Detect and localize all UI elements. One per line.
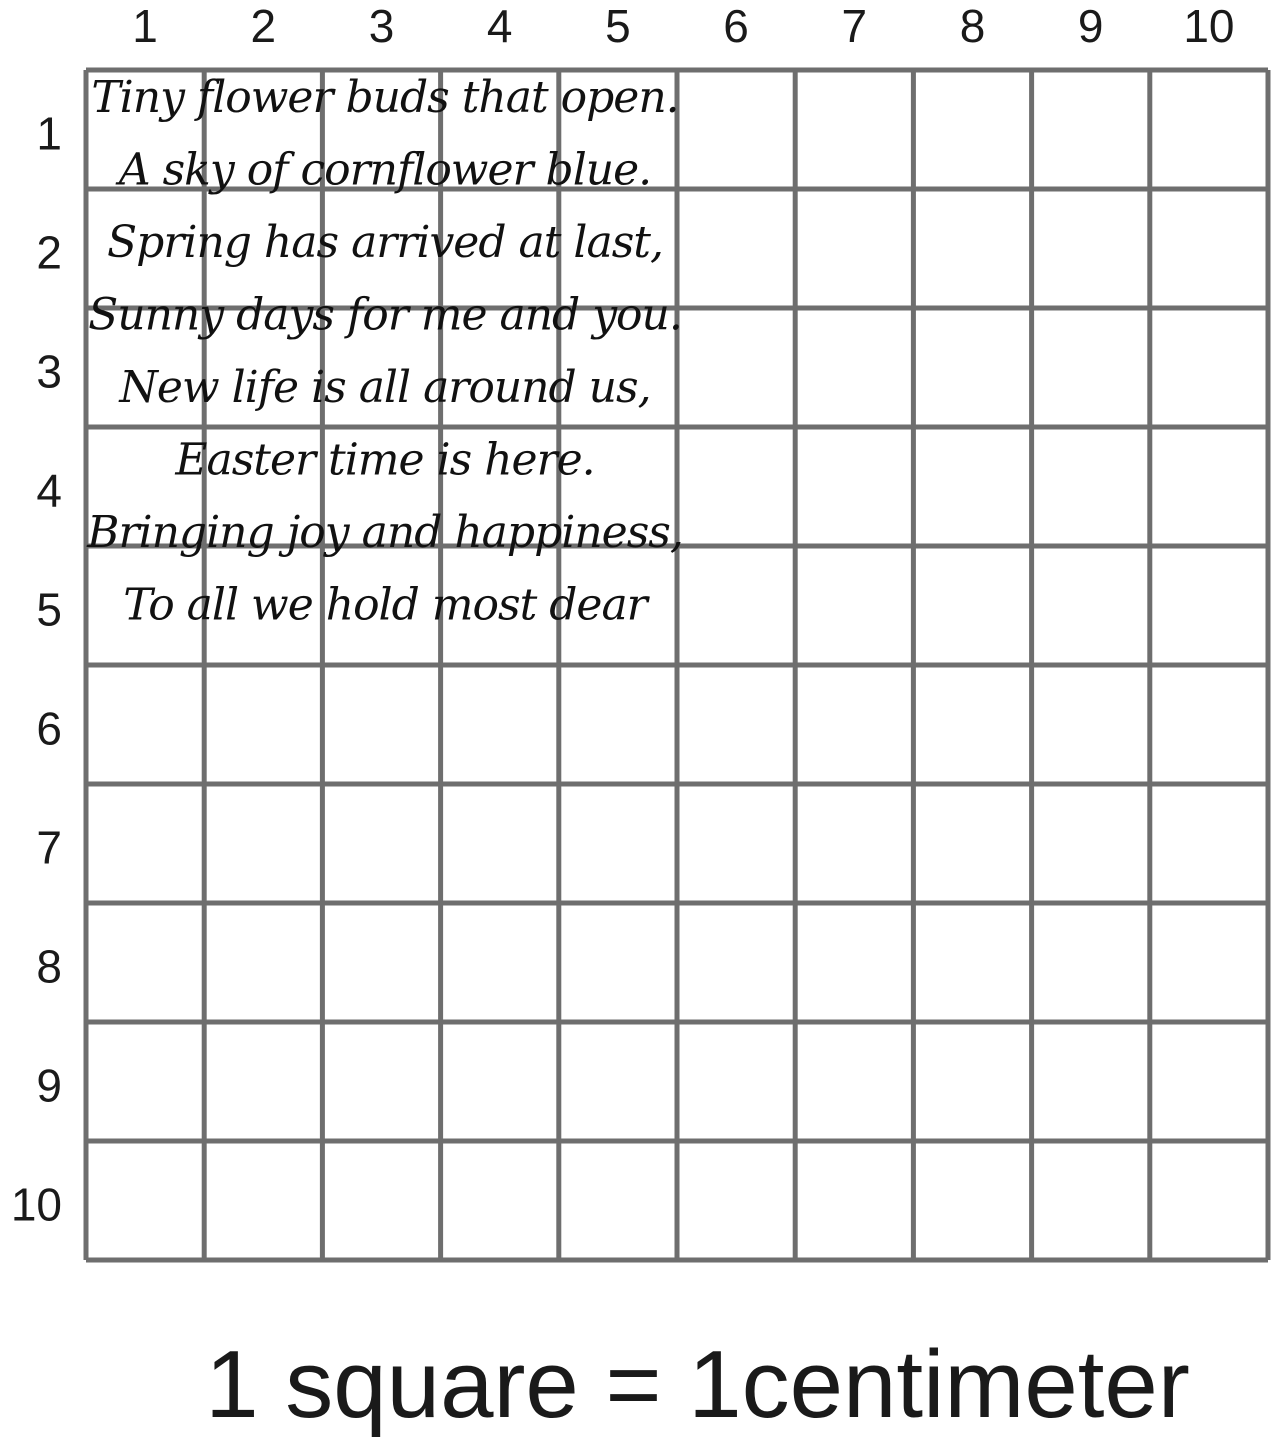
- row-label: 5: [36, 583, 62, 636]
- column-label: 10: [1183, 0, 1235, 52]
- poem-line: New life is all around us,: [119, 362, 651, 413]
- row-label: 1: [36, 107, 62, 160]
- row-label: 9: [36, 1059, 62, 1112]
- column-label: 4: [486, 0, 513, 52]
- row-label: 8: [36, 940, 62, 993]
- poem-line: To all we hold most dear: [123, 579, 647, 631]
- poem-line: Sunny days for me and you.: [88, 289, 682, 341]
- row-label: 6: [36, 702, 62, 755]
- poem-line: Easter time is here.: [175, 434, 595, 486]
- poem-line: Tiny flower buds that open.: [91, 72, 679, 123]
- column-label: 3: [368, 0, 395, 52]
- column-label: 2: [250, 0, 277, 52]
- column-label: 9: [1077, 0, 1104, 52]
- row-label: 7: [36, 821, 62, 874]
- column-label: 7: [841, 0, 868, 52]
- column-label: 1: [132, 0, 158, 52]
- row-label: 2: [36, 226, 62, 279]
- column-label: 5: [605, 0, 631, 52]
- row-label: 10: [10, 1178, 62, 1231]
- poem-line: Bringing joy and happiness,: [87, 507, 683, 558]
- column-label: 6: [723, 0, 749, 52]
- poem-line: A sky of cornflower blue.: [118, 144, 652, 196]
- poem: [86, 72, 683, 631]
- column-label: 8: [959, 0, 986, 52]
- row-label: 4: [36, 464, 62, 517]
- row-labels: [11, 108, 62, 1231]
- column-labels: [132, 0, 1234, 52]
- poem-line: Spring has arrived at last,: [107, 217, 663, 268]
- row-label: 3: [36, 345, 62, 398]
- scale-note: 1 square = 1centimeter: [205, 1331, 1190, 1438]
